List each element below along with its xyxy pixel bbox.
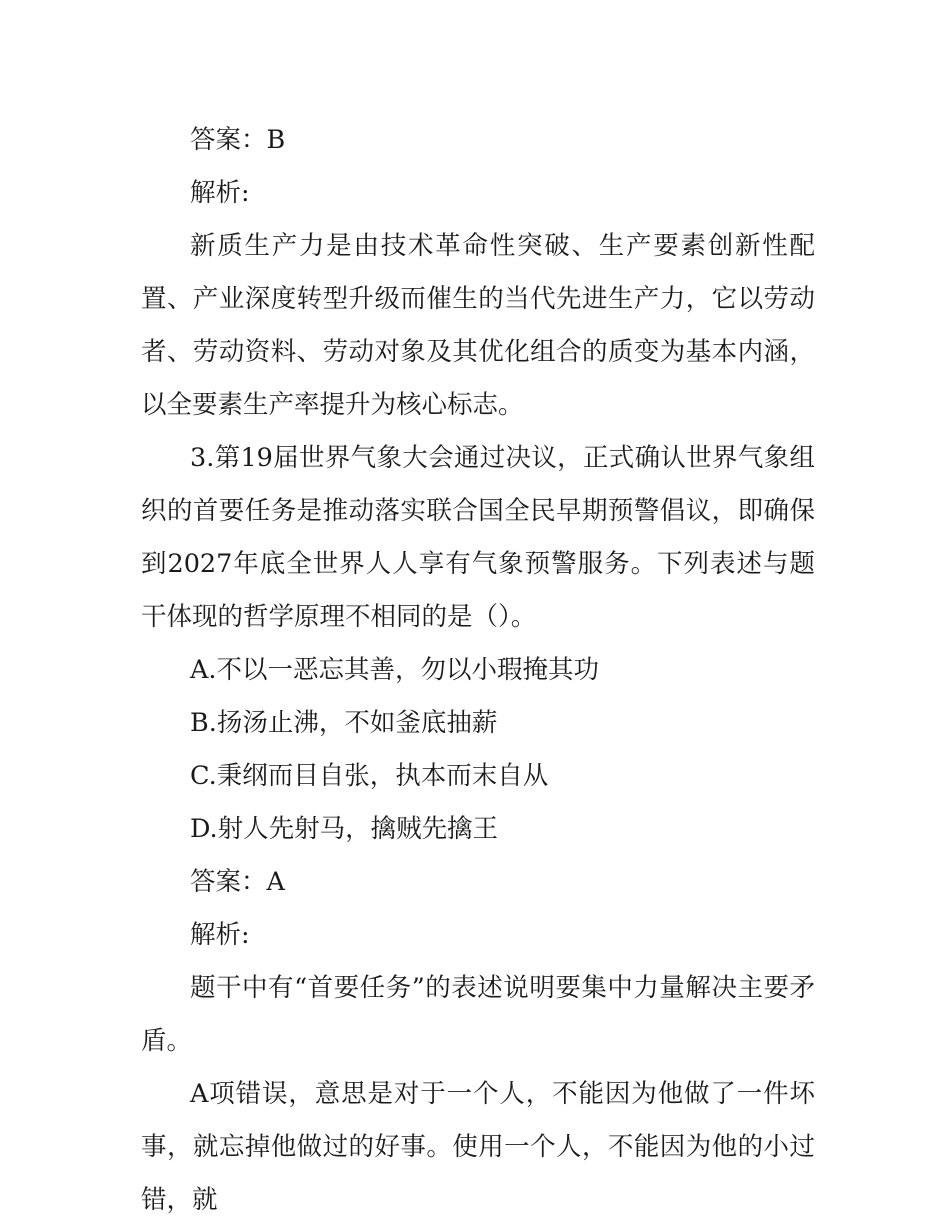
- analysis-paragraph: 题干中有“首要任务”的表述说明要集中力量解决主要矛盾。: [141, 973, 815, 1056]
- document-body: [141, 114, 815, 1227]
- answer-line: 答案：A: [190, 867, 285, 897]
- answer-line: 答案：B: [190, 125, 286, 155]
- analysis-label: 解析:: [190, 920, 250, 950]
- question-stem: 3.第19届世界气象大会通过决议，正式确认世界气象组织的首要任务是推动落实联合国全民早期预警倡议，即确保到2027年底全世界人人享有气象预警服务。下列表述与题干体现的哲学原理不相同的是（）。: [141, 443, 815, 632]
- analysis-option-explanation: A项错误，意思是对于一个人，不能因为他做了一件坏事，就忘掉他做过的好事。使用一个人，不能因为他的小过错，就: [141, 1079, 815, 1215]
- option-a: A.不以一恶忘其善，勿以小瑕掩其功: [190, 655, 600, 685]
- option-b: B.扬汤止沸，不如釜底抽薪: [190, 708, 498, 738]
- analysis-paragraph: 新质生产力是由技术革命性突破、生产要素创新性配置、产业深度转型升级而催生的当代先进生产力，它以劳动者、劳动资料、劳动对象及其优化组合的质变为基本内涵，以全要素生产率提升为核心标志。: [141, 231, 815, 420]
- option-d: D.射人先射马，擒贼先擒王: [190, 814, 499, 844]
- option-c: C.秉纲而目自张，执本而末自从: [190, 761, 549, 791]
- analysis-label: 解析:: [190, 178, 250, 208]
